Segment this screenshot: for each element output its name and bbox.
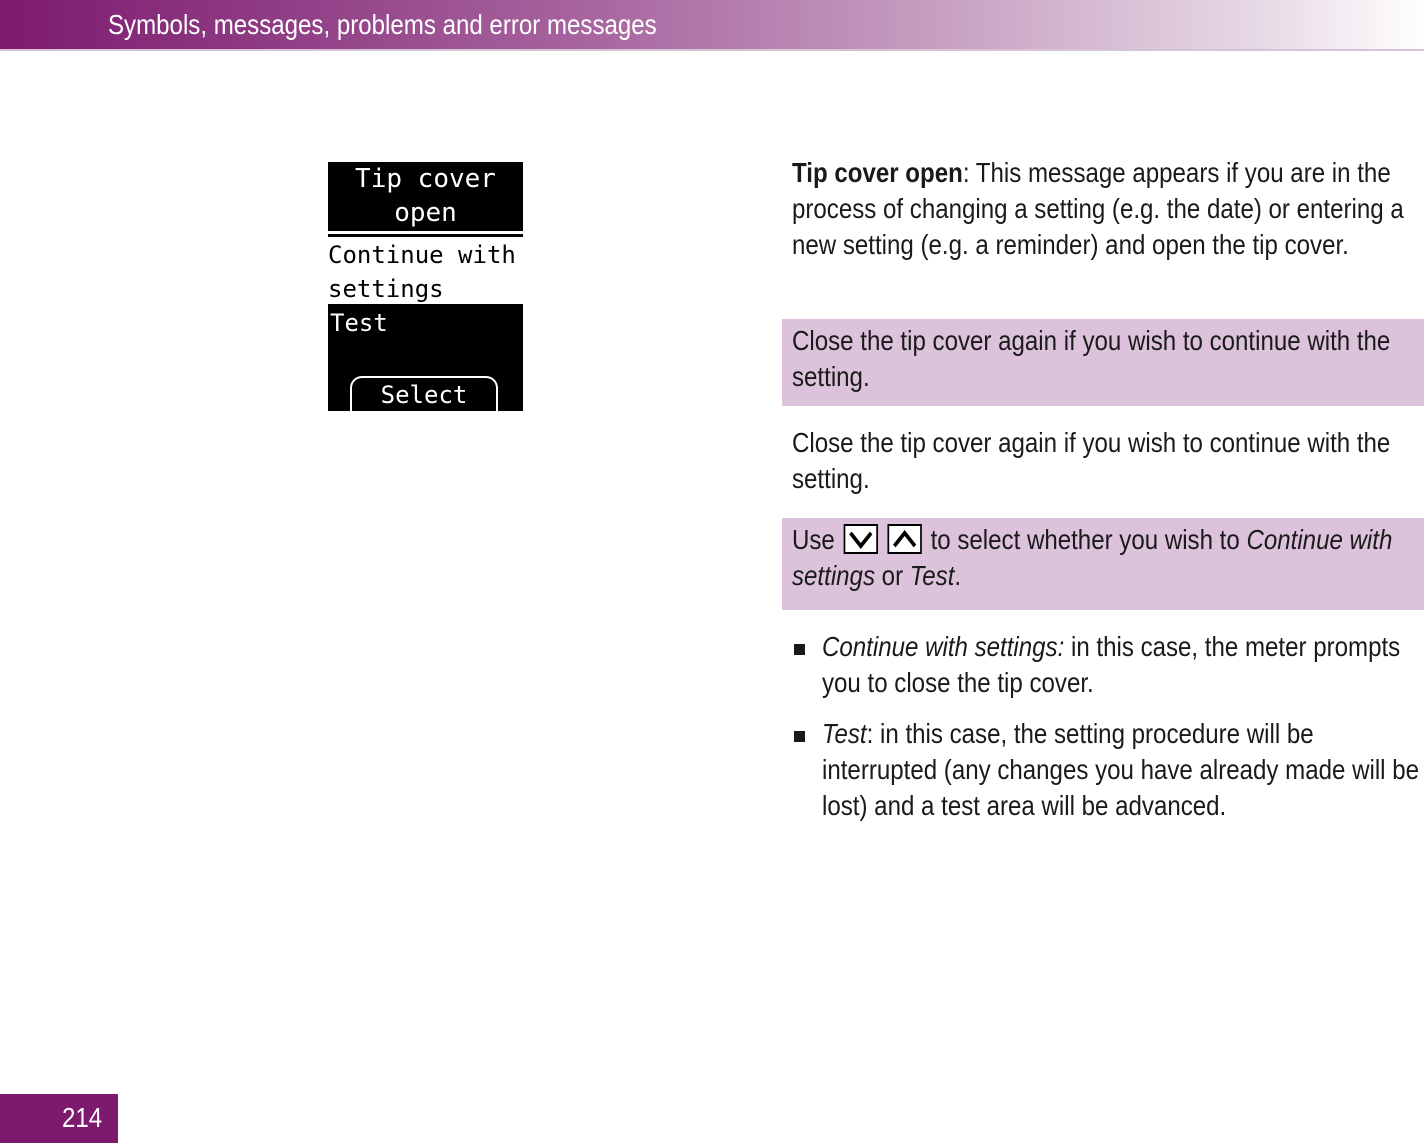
highlight-box-1 [782,319,1424,406]
bullet-test [822,716,1424,824]
meter-softkey-select: Select [350,376,498,412]
bullet-square-icon [794,644,805,655]
bullet-test-text: : in this case, the setting procedure will be interrupted (any changes you have already made will be lost) and a test area will be advanced. [822,718,1420,821]
chevron-up-icon [888,524,922,554]
bullet-test-term: Test [822,718,867,749]
or-word: or [881,560,904,591]
highlight-box-2 [782,518,1424,610]
chevron-down-icon [843,524,877,554]
meter-display-divider [328,234,523,237]
highlight-text-1: Close the tip cover again if you wish to continue with the setting. [792,325,1391,392]
section-title: Symbols, messages, problems and error messages [108,9,657,40]
intro-text: : This message appears if you are in the process of changing a setting (e.g. the date) or entering a new setting (e.g. a reminder) and open the tip cover. [792,157,1404,260]
page-number: 214 [62,1102,103,1133]
meter-title-line1: Tip cover [355,164,496,194]
meter-display-title [328,162,523,231]
meter-option-test-label: Test [330,309,388,337]
bullet-square-icon [794,731,805,742]
select-instruction: to select whether you wish to [930,524,1240,555]
intro-term: Tip cover open [792,157,963,188]
option-continue-ref: Continue with settings [792,524,1393,591]
bullet-continue-text: in this case, the meter prompts you to close the tip cover. [822,631,1401,698]
meter-option-continue: Continue with settings [328,241,516,303]
highlight-text-2 [792,522,1411,594]
bullet-continue-term: Continue with settings: [822,631,1065,662]
meter-option-test-selected [328,304,523,411]
plain-paragraph: Close the tip cover again if you wish to continue with the setting. [792,427,1391,494]
option-test-ref: Test [909,560,955,591]
intro-paragraph [792,155,1411,263]
use-word: Use [792,524,835,555]
meter-title-line2: open [394,198,457,228]
sentence-end: . [954,560,962,591]
header-divider [0,49,1424,51]
meter-display [328,162,523,411]
bullet-continue [822,629,1424,701]
